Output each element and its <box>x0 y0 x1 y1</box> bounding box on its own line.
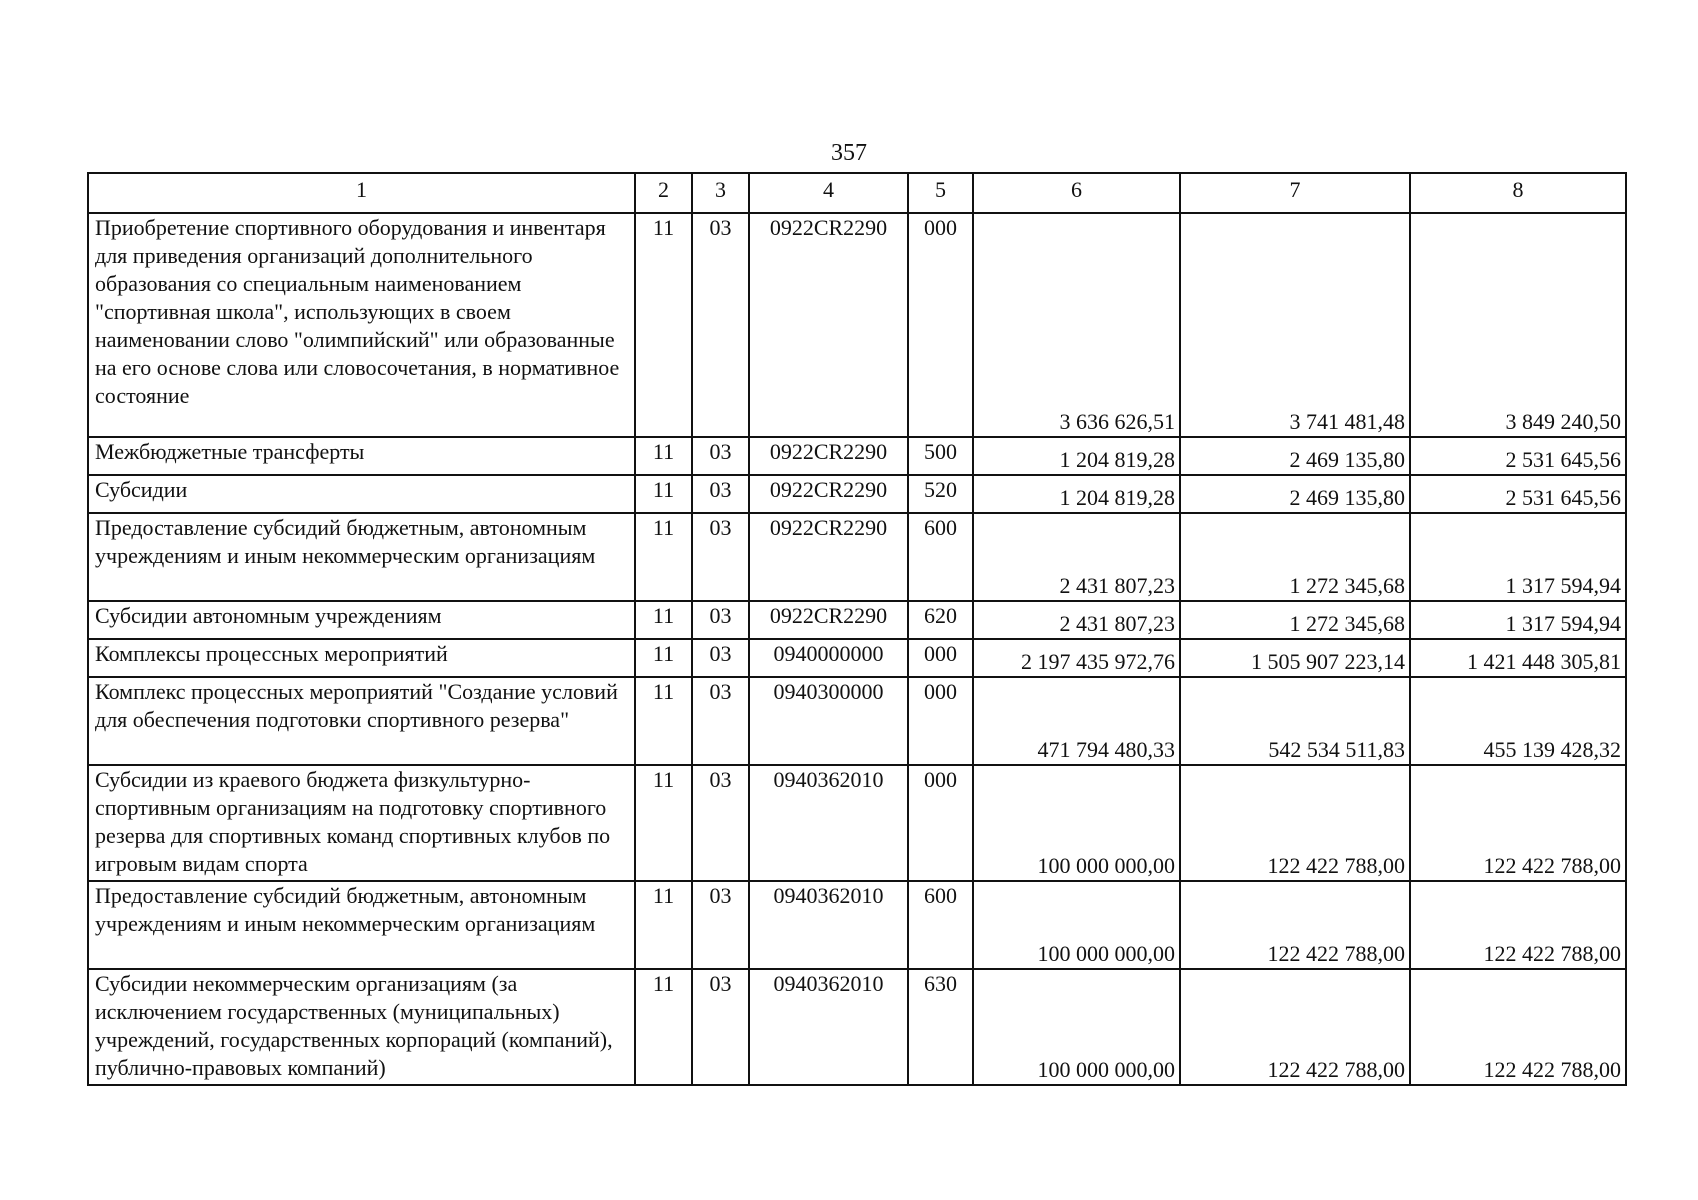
header-cell: 8 <box>1410 173 1626 213</box>
row-name: Комплекс процессных мероприятий "Создание условий для обеспечения подготовки спортивного резерва" <box>88 677 635 765</box>
row-section: 11 <box>635 881 692 969</box>
row-amount-8: 122 422 788,00 <box>1410 765 1626 881</box>
row-subsection: 03 <box>692 881 749 969</box>
row-section: 11 <box>635 475 692 513</box>
row-amount-7: 2 469 135,80 <box>1180 437 1410 475</box>
header-cell: 3 <box>692 173 749 213</box>
row-amount-7: 2 469 135,80 <box>1180 475 1410 513</box>
row-amount-8: 122 422 788,00 <box>1410 969 1626 1085</box>
row-subsection: 03 <box>692 677 749 765</box>
row-name: Субсидии <box>88 475 635 513</box>
row-expense-type: 630 <box>908 969 973 1085</box>
table-row <box>88 601 1626 639</box>
row-subsection: 03 <box>692 969 749 1085</box>
header-cell: 2 <box>635 173 692 213</box>
row-section: 11 <box>635 639 692 677</box>
page-number: 357 <box>831 140 867 166</box>
table-row <box>88 881 1626 969</box>
header-cell: 6 <box>973 173 1180 213</box>
row-amount-8: 122 422 788,00 <box>1410 881 1626 969</box>
row-section: 11 <box>635 601 692 639</box>
row-target-code: 0940300000 <box>749 677 908 765</box>
row-amount-7: 542 534 511,83 <box>1180 677 1410 765</box>
row-target-code: 0940362010 <box>749 765 908 881</box>
row-subsection: 03 <box>692 213 749 437</box>
row-name: Приобретение спортивного оборудования и инвентаря для приведения организаций дополнительного образования со специальным наименованием "спортивная школа", использующих в своем наименовании слово "олимпийский" или образованные на его основе слова или словосочетания, в нормативное состояние <box>88 213 635 437</box>
row-name: Предоставление субсидий бюджетным, автономным учреждениям и иным некоммерческим организациям <box>88 513 635 601</box>
row-section: 11 <box>635 677 692 765</box>
row-amount-7: 1 272 345,68 <box>1180 513 1410 601</box>
table-row <box>88 513 1626 601</box>
header-cell: 7 <box>1180 173 1410 213</box>
row-amount-7: 1 505 907 223,14 <box>1180 639 1410 677</box>
row-target-code: 0922CR2290 <box>749 213 908 437</box>
row-amount-8: 1 421 448 305,81 <box>1410 639 1626 677</box>
row-target-code: 0922CR2290 <box>749 437 908 475</box>
row-amount-8: 455 139 428,32 <box>1410 677 1626 765</box>
row-amount-7: 122 422 788,00 <box>1180 765 1410 881</box>
row-section: 11 <box>635 765 692 881</box>
row-amount-6: 1 204 819,28 <box>973 437 1180 475</box>
row-subsection: 03 <box>692 437 749 475</box>
table-row <box>88 475 1626 513</box>
row-name: Комплексы процессных мероприятий <box>88 639 635 677</box>
row-name: Предоставление субсидий бюджетным, автономным учреждениям и иным некоммерческим организациям <box>88 881 635 969</box>
row-target-code: 0940362010 <box>749 969 908 1085</box>
header-cell: 4 <box>749 173 908 213</box>
row-name: Субсидии автономным учреждениям <box>88 601 635 639</box>
row-amount-8: 2 531 645,56 <box>1410 437 1626 475</box>
row-target-code: 0922CR2290 <box>749 601 908 639</box>
table-header-row <box>88 173 1626 213</box>
row-name: Межбюджетные трансферты <box>88 437 635 475</box>
row-subsection: 03 <box>692 601 749 639</box>
row-amount-7: 3 741 481,48 <box>1180 213 1410 437</box>
table-row <box>88 677 1626 765</box>
row-amount-6: 100 000 000,00 <box>973 969 1180 1085</box>
row-amount-6: 100 000 000,00 <box>973 881 1180 969</box>
table-row <box>88 437 1626 475</box>
row-expense-type: 600 <box>908 513 973 601</box>
row-amount-7: 1 272 345,68 <box>1180 601 1410 639</box>
row-target-code: 0940000000 <box>749 639 908 677</box>
row-amount-6: 2 431 807,23 <box>973 513 1180 601</box>
table-row <box>88 969 1626 1085</box>
row-amount-6: 471 794 480,33 <box>973 677 1180 765</box>
row-amount-7: 122 422 788,00 <box>1180 969 1410 1085</box>
row-expense-type: 500 <box>908 437 973 475</box>
row-section: 11 <box>635 437 692 475</box>
row-amount-6: 3 636 626,51 <box>973 213 1180 437</box>
budget-table <box>87 172 1627 1086</box>
row-name: Субсидии из краевого бюджета физкультурно-спортивным организациям на подготовку спортивного резерва для спортивных команд спортивных клубов по игровым видам спорта <box>88 765 635 881</box>
row-section: 11 <box>635 969 692 1085</box>
header-cell: 1 <box>88 173 635 213</box>
row-subsection: 03 <box>692 765 749 881</box>
row-section: 11 <box>635 213 692 437</box>
row-target-code: 0940362010 <box>749 881 908 969</box>
row-expense-type: 620 <box>908 601 973 639</box>
row-expense-type: 000 <box>908 765 973 881</box>
row-amount-6: 1 204 819,28 <box>973 475 1180 513</box>
row-section: 11 <box>635 513 692 601</box>
row-amount-6: 100 000 000,00 <box>973 765 1180 881</box>
row-expense-type: 000 <box>908 677 973 765</box>
row-expense-type: 520 <box>908 475 973 513</box>
row-target-code: 0922CR2290 <box>749 475 908 513</box>
row-amount-8: 3 849 240,50 <box>1410 213 1626 437</box>
row-amount-8: 2 531 645,56 <box>1410 475 1626 513</box>
header-cell: 5 <box>908 173 973 213</box>
row-amount-8: 1 317 594,94 <box>1410 601 1626 639</box>
row-amount-6: 2 431 807,23 <box>973 601 1180 639</box>
table-row <box>88 765 1626 881</box>
table-row <box>88 213 1626 437</box>
table-row <box>88 639 1626 677</box>
row-subsection: 03 <box>692 475 749 513</box>
row-expense-type: 000 <box>908 213 973 437</box>
row-target-code: 0922CR2290 <box>749 513 908 601</box>
row-subsection: 03 <box>692 639 749 677</box>
row-expense-type: 000 <box>908 639 973 677</box>
row-subsection: 03 <box>692 513 749 601</box>
row-amount-7: 122 422 788,00 <box>1180 881 1410 969</box>
row-amount-6: 2 197 435 972,76 <box>973 639 1180 677</box>
row-expense-type: 600 <box>908 881 973 969</box>
row-amount-8: 1 317 594,94 <box>1410 513 1626 601</box>
row-name: Субсидии некоммерческим организациям (за исключением государственных (муниципальных) учреждений, государственных корпораций (компаний), публично-правовых компаний) <box>88 969 635 1085</box>
